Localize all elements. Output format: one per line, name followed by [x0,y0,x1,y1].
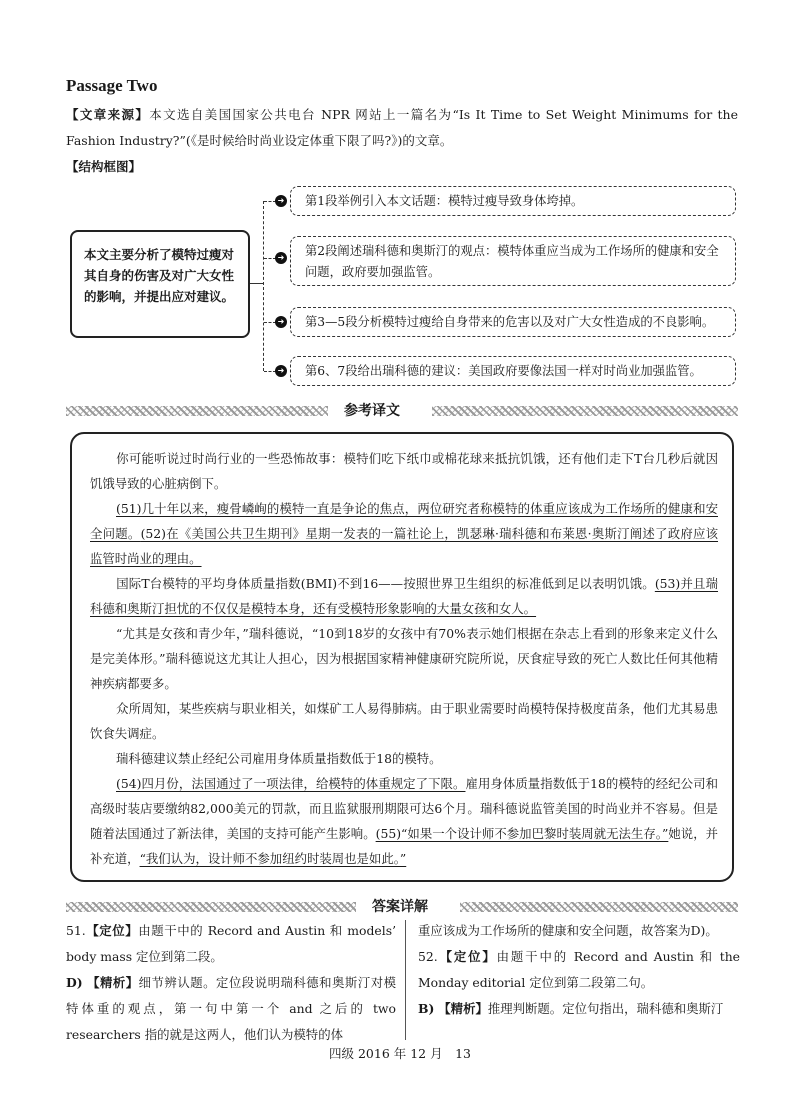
translation-heading: 参考译文 [338,400,406,420]
answer-52-choice: B) [418,1001,435,1016]
arrow-right-icon: ➜ [275,195,287,207]
page-footer: 四级 2016 年 12 月 13 [328,1046,472,1061]
sentence-53: (53)并且瑞科德和奥斯汀担忧的不仅仅是模特本身，还有受模特形象影响的大量女孩和女人。 [90,576,719,616]
source-tag: 【文章来源】 [66,107,150,122]
translation-paragraph-3: 国际T台模特的平均身体质量指数(BMI)不到16——按照世界卫生组织的标准低到足以表明饥饿。(53)并且瑞科德和奥斯汀担忧的不仅仅是模特本身，还有受模特形象影响的大量女孩和女人。 [90,576,719,616]
arrow-right-icon: ➜ [275,316,287,328]
arrow-right-icon: ➜ [275,365,287,377]
source-paragraph [66,102,738,154]
source-text: 本文选自美国国家公共电台 NPR 网站上一篇名为“Is It Time to Set Weight Minimums for the Fashion Industry?”(《是时候给时尚业设定体重下限了吗?》)的文章。 [66,107,738,148]
structure-summary-box: 本文主要分析了模特过瘦对其自身的伤害及对广大女性的影响，并提出应对建议。 [70,230,250,338]
answer-51-choice: D) [66,975,83,990]
column-divider [405,920,406,1040]
translation-paragraph-2 [90,496,718,571]
sentence-54: (54)四月份，法国通过了一项法律，给模特的体重规定了下限。 [116,776,466,791]
structure-point-2: 第2段阐述瑞科德和奥斯汀的观点：模特体重应当成为工作场所的健康和安全问题，政府要加强监管。 [290,236,736,286]
answers-divider [66,900,738,914]
structure-point-3: 第3—5段分析模特过瘦给自身带来的危害以及对广大女性造成的不良影响。 [290,307,736,337]
translation-paragraph-1: 你可能听说过时尚行业的一些恐怖故事：模特们吃下纸巾或棉花球来抵抗饥饿，还有他们走下T台几秒后就因饥饿导致的心脏病倒下。 [90,451,718,491]
translation-divider [66,404,738,418]
summary-connector [250,283,264,284]
translation-paragraph-6: 瑞科德建议禁止经纪公司雇用身体质量指数低于18的模特。 [116,751,442,766]
arrow-right-icon: ➜ [275,252,287,264]
structure-point-4: 第6、7段给出瑞科德的建议：美国政府要像法国一样对时尚业加强监管。 [290,356,736,386]
sentence-55: (55)“如果一个设计师不参加巴黎时装周就无法生存。” [375,826,669,841]
structure-heading: 【结构框图】 [66,159,142,174]
answers-heading: 答案详解 [366,896,434,916]
structure-point-1: 第1段举例引入本文话题：模特过瘦导致身体垮掉。 [290,186,736,216]
answer-51: 51.【定位】由题干中的 Record and Austin 和 models’ body mass 定位到第二段。 D) 【精析】细节辨认题。定位段说明瑞科德和奥斯汀对模特体重的观点，第一句中第一个 and 之后的 two researchers 指的就是这两人，他们认为模特的体 [66,923,397,1042]
translation-paragraph-5: 众所周知，某些疾病与职业相关，如煤矿工人易得肺病。由于职业需要时尚模特保持极度苗条，他们尤其易患饮食失调症。 [90,701,718,741]
branch-spine [263,201,264,371]
translation-paragraph-4: “尤其是女孩和青少年，”瑞科德说，“10到18岁的女孩中有70%表示她们根据在杂志上看到的形象来定义什么是完美体形。”瑞科德说这尤其让人担心，因为根据国家精神健康研究院所说，厌食症导致的死亡人数比任何其他精神疾病都要多。 [90,626,718,691]
answer-51-continued-and-52: 重应该成为工作场所的健康和安全问题，故答案为D)。 52.【定位】由题干中的 Record and Austin 和 the Monday editorial 定位到第二段第二句。 B) 【精析】推理判断题。定位句指出，瑞科德和奥斯汀 [418,923,741,1016]
sentence-52: (52)在《美国公共卫生期刊》星期一发表的一篇社论上，凯瑟琳·瑞科德和布莱恩·奥斯汀阐述了政府应该监管时尚业的理由。 [90,526,719,566]
translation-paragraph-7: (54)四月份，法国通过了一项法律，给模特的体重规定了下限。雇用身体质量指数低于18的模特的经纪公司和高级时装店要缴纳82,000美元的罚款，而且监狱服刑期限可达6个月。瑞科德说监管美国的时尚业并不容易。但是随着法国通过了新法律，美国的支持可能产生影响。(55)“如果一个设计师不参加巴黎时装周就无法生存。”她说，并补充道，“我们认为，设计师不参加纽约时装周也是如此。” [90,776,719,866]
passage-title: Passage Two [66,76,158,95]
sentence-51: (51)几十年以来，瘦骨嶙峋的模特一直是争论的焦点，两位研究者称模特的体重应该成为工作场所的健康和安全问题。 [90,501,718,541]
